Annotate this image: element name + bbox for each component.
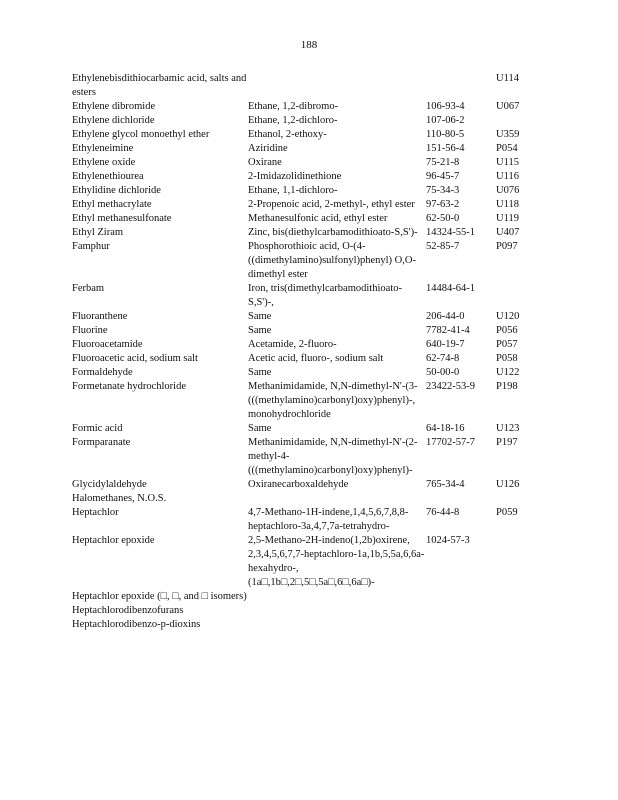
table-row [72,506,552,534]
waste-code-cell [496,282,552,310]
chemical-name-cell: Heptachlorodibenzo-p-dioxins [72,619,201,630]
chemical-name-cell: Ethylidine dichloride [72,185,161,196]
cas-number-cell: 14484-64-1 [426,283,475,294]
synonym-cell: Ethane, 1,2-dichloro- [248,115,338,126]
chemical-name-cell: Ethylene dibromide [72,101,156,112]
waste-code-cell: U076 [496,185,520,196]
waste-code-cell: U407 [496,227,520,238]
table-row [72,618,552,632]
waste-code-cell: P097 [496,241,518,252]
chemical-name-cell: Heptachlor [72,507,119,518]
chemical-name-cell: Ferbam [72,283,105,294]
chemical-name-cell: Heptachlor epoxide (□, □, and □ isomers) [72,591,247,602]
table-row [72,380,552,422]
chemical-name-cell: Glycidylaldehyde [72,479,147,490]
synonym-cell: Methanimidamide, N,N-dimethyl-N'-(3-(((methylamino)carbonyl)oxy)phenyl)-, monohydrochloride [248,381,418,420]
chemical-name-cell: Ethylene oxide [72,157,136,168]
chemical-name-cell: Ethylene glycol monoethyl ether [72,129,210,140]
cas-number-cell [426,590,496,604]
synonym-cell: Ethanol, 2-ethoxy- [248,129,327,140]
synonym-cell [248,604,426,618]
cas-number-cell [426,72,496,100]
table-row [72,352,552,366]
synonym-cell: 2,5-Methano-2H-indeno(1,2b)oxirene, 2,3,4,5,6,7,7-heptachloro-1a,1b,5,5a,6,6a-hexahydro-, (1a□,1b□,2□,5□,5a□,6□,6a□)- [248,535,425,588]
cas-number-cell: 52-85-7 [426,241,460,252]
synonym-cell: Acetic acid, fluoro-, sodium salt [248,353,384,364]
table-row [72,128,552,142]
chemical-table [72,72,552,632]
cas-number-cell: 107-06-2 [426,115,465,126]
cas-number-cell: 206-44-0 [426,311,465,322]
table-row [72,100,552,114]
synonym-cell: Same [248,367,272,378]
table-row [72,310,552,324]
cas-number-cell [426,604,496,618]
table-row [72,226,552,240]
synonym-cell: Methanimidamide, N,N-dimethyl-N'-(2-methyl-4-(((methylamino)carbonyl)oxy)phenyl)- [248,437,418,476]
synonym-cell: Ethane, 1,1-dichloro- [248,185,338,196]
chemical-name-cell: Formparanate [72,437,131,448]
cas-number-cell: 97-63-2 [426,199,460,210]
table-row [72,170,552,184]
chemical-name-cell: Fluoranthene [72,311,128,322]
table-row [72,604,552,618]
cas-number-cell [426,618,496,632]
synonym-cell: Methanesulfonic acid, ethyl ester [248,213,388,224]
waste-code-cell: U114 [496,73,519,84]
cas-number-cell: 17702-57-7 [426,437,475,448]
table-row [72,198,552,212]
synonym-cell [248,618,426,632]
cas-number-cell: 23422-53-9 [426,381,475,392]
chemical-name-cell: Ethylene dichloride [72,115,155,126]
synonym-cell: Oxiranecarboxaldehyde [248,479,349,490]
table-row [72,436,552,478]
synonym-cell: 2-Imidazolidinethione [248,171,342,182]
cas-number-cell: 110-80-5 [426,129,465,140]
chemical-name-cell: Ethyl methanesulfonate [72,213,172,224]
cas-number-cell: 106-93-4 [426,101,465,112]
cas-number-cell: 765-34-4 [426,479,465,490]
chemical-name-cell: Formaldehyde [72,367,133,378]
cas-number-cell [426,492,496,506]
table-row [72,478,552,492]
chemical-name-cell: Fluoroacetic acid, sodium salt [72,353,198,364]
waste-code-cell: U359 [496,129,520,140]
synonym-cell [248,590,426,604]
waste-code-cell: U115 [496,157,519,168]
waste-code-cell: U126 [496,479,520,490]
synonym-cell: 2-Propenoic acid, 2-methyl-, ethyl ester [248,199,415,210]
chemical-name-cell: Ethylenebisdithiocarbamic acid, salts and esters [72,73,249,98]
waste-code-cell [496,604,552,618]
table-row [72,72,552,100]
table-row [72,142,552,156]
waste-code-cell [496,618,552,632]
chemical-name-cell: Halomethanes, N.O.S. [72,493,167,504]
chemical-name-cell: Formetanate hydrochloride [72,381,187,392]
synonym-cell [248,492,426,506]
cas-number-cell: 96-45-7 [426,171,460,182]
table-row [72,324,552,338]
cas-number-cell: 14324-55-1 [426,227,475,238]
chemical-name-cell: Fluorine [72,325,108,336]
table-row [72,366,552,380]
waste-code-cell: U122 [496,367,520,378]
cas-number-cell: 7782-41-4 [426,325,470,336]
synonym-cell: Same [248,325,272,336]
cas-number-cell: 1024-57-3 [426,535,470,546]
synonym-cell: Iron, tris(dimethylcarbamodithioato-S,S')-, [248,283,402,308]
waste-code-cell: P056 [496,325,518,336]
chemical-name-cell: Formic acid [72,423,123,434]
waste-code-cell: U120 [496,311,520,322]
chemical-name-cell: Ethyleneimine [72,143,134,154]
waste-code-cell: P059 [496,507,518,518]
waste-code-cell: P197 [496,437,518,448]
waste-code-cell: U118 [496,199,519,210]
chemical-name-cell: Fluoroacetamide [72,339,143,350]
waste-code-cell: P057 [496,339,518,350]
cas-number-cell: 151-56-4 [426,143,465,154]
synonym-cell: Zinc, bis(diethylcarbamodithioato-S,S')- [248,227,418,238]
synonym-cell [248,72,426,100]
waste-code-cell: U119 [496,213,519,224]
synonym-cell: Aziridine [248,143,288,154]
table-row [72,114,552,128]
table-row [72,212,552,226]
cas-number-cell: 640-19-7 [426,339,465,350]
chemical-name-cell: Ethylenethiourea [72,171,144,182]
table-row [72,422,552,436]
synonym-cell: Acetamide, 2-fluoro- [248,339,337,350]
waste-code-cell [496,590,552,604]
table-row [72,240,552,282]
table-row [72,156,552,170]
table-row [72,590,552,604]
synonym-cell: Phosphorothioic acid, O-(4-((dimethylamino)sulfonyl)phenyl) O,O-dimethyl ester [248,241,416,280]
table-row [72,492,552,506]
cas-number-cell: 76-44-8 [426,507,460,518]
synonym-cell: Same [248,311,272,322]
table-row [72,184,552,198]
cas-number-cell: 64-18-16 [426,423,465,434]
waste-code-cell: U067 [496,101,520,112]
waste-code-cell [496,534,552,590]
cas-number-cell: 50-00-0 [426,367,460,378]
cas-number-cell: 75-34-3 [426,185,460,196]
table-row [72,338,552,352]
cas-number-cell: 75-21-8 [426,157,460,168]
waste-code-cell: P198 [496,381,518,392]
waste-code-cell: P058 [496,353,518,364]
synonym-cell: Oxirane [248,157,282,168]
chemical-name-cell: Famphur [72,241,110,252]
chemical-name-cell: Ethyl Ziram [72,227,124,238]
table-row [72,534,552,590]
chemical-name-cell: Heptachlor epoxide [72,535,155,546]
table-row [72,282,552,310]
waste-code-cell: U123 [496,423,520,434]
page-number: 188 [300,39,318,51]
chemical-name-cell: Ethyl methacrylate [72,199,152,210]
waste-code-cell: U116 [496,171,519,182]
synonym-cell: Same [248,423,272,434]
synonym-cell: 4,7-Methano-1H-indene,1,4,5,6,7,8,8-heptachloro-3a,4,7,7a-tetrahydro- [248,507,409,532]
synonym-cell: Ethane, 1,2-dibromo- [248,101,339,112]
waste-code-cell [496,114,552,128]
chemical-name-cell: Heptachlorodibenzofurans [72,605,184,616]
waste-code-cell: P054 [496,143,518,154]
cas-number-cell: 62-74-8 [426,353,460,364]
cas-number-cell: 62-50-0 [426,213,460,224]
waste-code-cell [496,492,552,506]
